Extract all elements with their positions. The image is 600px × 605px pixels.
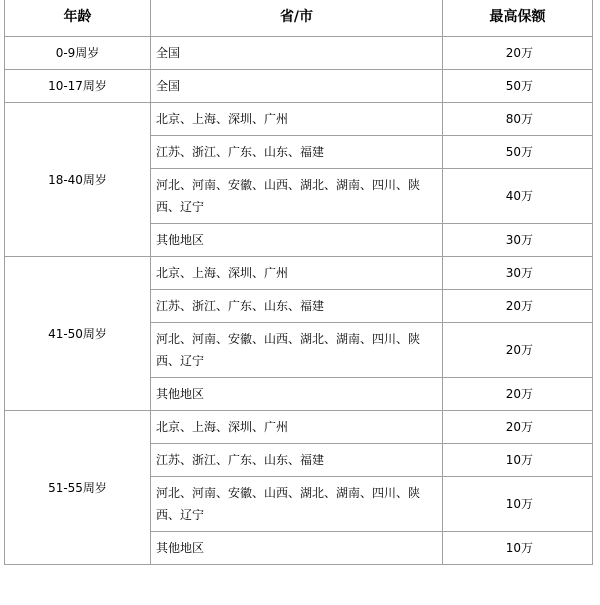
header-age: 年龄 — [5, 0, 151, 37]
region-cell: 江苏、浙江、广东、山东、福建 — [151, 444, 443, 477]
amount-cell: 50万 — [443, 70, 593, 103]
amount-cell: 20万 — [443, 378, 593, 411]
table-row — [5, 103, 593, 136]
table-row — [5, 37, 593, 70]
amount-cell: 30万 — [443, 224, 593, 257]
amount-cell: 40万 — [443, 169, 593, 224]
region-cell: 全国 — [151, 70, 443, 103]
region-cell: 江苏、浙江、广东、山东、福建 — [151, 136, 443, 169]
amount-cell: 20万 — [443, 37, 593, 70]
region-cell: 河北、河南、安徽、山西、湖北、湖南、四川、陕西、辽宁 — [151, 169, 443, 224]
age-cell: 0-9周岁 — [5, 37, 151, 70]
region-cell: 其他地区 — [151, 224, 443, 257]
age-cell: 51-55周岁 — [5, 411, 151, 565]
amount-cell: 20万 — [443, 323, 593, 378]
amount-cell: 80万 — [443, 103, 593, 136]
coverage-table — [4, 0, 593, 565]
region-cell: 河北、河南、安徽、山西、湖北、湖南、四川、陕西、辽宁 — [151, 323, 443, 378]
table-header-row — [5, 0, 593, 37]
amount-cell: 20万 — [443, 290, 593, 323]
region-cell: 全国 — [151, 37, 443, 70]
region-cell: 北京、上海、深圳、广州 — [151, 411, 443, 444]
region-cell: 河北、河南、安徽、山西、湖北、湖南、四川、陕西、辽宁 — [151, 477, 443, 532]
amount-cell: 10万 — [443, 532, 593, 565]
region-cell: 江苏、浙江、广东、山东、福建 — [151, 290, 443, 323]
amount-cell: 50万 — [443, 136, 593, 169]
age-cell: 41-50周岁 — [5, 257, 151, 411]
amount-cell: 10万 — [443, 477, 593, 532]
age-cell: 18-40周岁 — [5, 103, 151, 257]
age-cell: 10-17周岁 — [5, 70, 151, 103]
region-cell: 北京、上海、深圳、广州 — [151, 103, 443, 136]
region-cell: 北京、上海、深圳、广州 — [151, 257, 443, 290]
amount-cell: 10万 — [443, 444, 593, 477]
region-cell: 其他地区 — [151, 532, 443, 565]
amount-cell: 30万 — [443, 257, 593, 290]
region-cell: 其他地区 — [151, 378, 443, 411]
table-row — [5, 411, 593, 444]
header-amount: 最高保额 — [443, 0, 593, 37]
header-region: 省/市 — [151, 0, 443, 37]
amount-cell: 20万 — [443, 411, 593, 444]
table-row — [5, 257, 593, 290]
table-row — [5, 70, 593, 103]
